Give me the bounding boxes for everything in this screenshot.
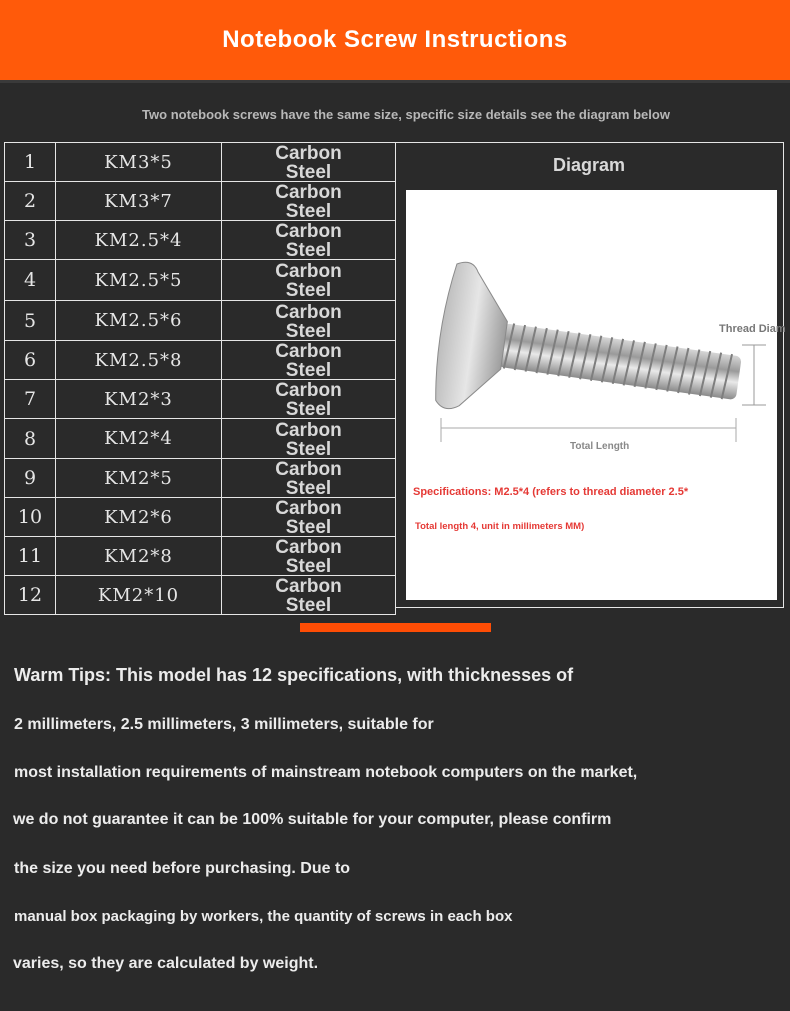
- material-text: Steel: [285, 478, 332, 499]
- material-text: Steel: [285, 280, 332, 301]
- row-number: 4: [5, 260, 56, 301]
- row-number: 12: [5, 576, 56, 615]
- tip-line-3: most installation requirements of mainstream notebook computers on the market,: [14, 764, 638, 781]
- table-row: [5, 182, 396, 221]
- model-code: KM2.5*5: [56, 260, 222, 301]
- material-text: Carbon: [275, 143, 342, 164]
- material-text: Steel: [285, 201, 332, 222]
- row-number: 10: [5, 498, 56, 537]
- material-cell: [222, 143, 396, 182]
- material-cell: [222, 498, 396, 537]
- material-cell: [222, 537, 396, 576]
- row-number: 9: [5, 459, 56, 498]
- material-text: Carbon: [275, 182, 342, 203]
- material-text: Carbon: [275, 261, 342, 282]
- tip-line-4: we do not guarantee it can be 100% suitable for your computer, please confirm: [13, 811, 612, 828]
- tip-line-7: varies, so they are calculated by weight.: [13, 955, 319, 972]
- material-text: Steel: [285, 399, 332, 420]
- table-row: [5, 459, 396, 498]
- material-cell: [222, 341, 396, 380]
- model-code: KM2*10: [56, 576, 222, 615]
- screw-diagram-image: [406, 190, 786, 600]
- material-text: Steel: [285, 595, 332, 616]
- material-text: Steel: [285, 240, 332, 261]
- table-row: [5, 143, 396, 182]
- row-number: 5: [5, 301, 56, 341]
- row-number: 2: [5, 182, 56, 221]
- section-divider-bar: [300, 623, 491, 632]
- model-code: KM2.5*8: [56, 341, 222, 380]
- material-text: Steel: [285, 438, 332, 460]
- material-text: Carbon: [275, 380, 342, 401]
- material-cell: [222, 260, 396, 301]
- tip-line-5: the size you need before purchasing. Due to: [14, 860, 351, 877]
- table-row: [5, 301, 396, 341]
- diagram-title: Diagram: [552, 155, 626, 175]
- material-text: Carbon: [275, 459, 342, 480]
- material-text: Carbon: [275, 221, 342, 242]
- table-row: [5, 537, 396, 576]
- material-text: Steel: [285, 360, 332, 381]
- material-text: Steel: [285, 556, 332, 577]
- material-cell: [222, 419, 396, 459]
- material-text: Steel: [285, 517, 332, 538]
- model-code: KM2*8: [56, 537, 222, 576]
- material-cell: [222, 182, 396, 221]
- material-text: Carbon: [275, 301, 342, 323]
- page-title: Notebook Screw Instructions: [222, 26, 568, 53]
- header-banner: [0, 0, 790, 80]
- model-code: KM2.5*4: [56, 221, 222, 260]
- subtitle: Two notebook screws have the same size, specific size details see the diagram below: [142, 107, 670, 122]
- row-number: 8: [5, 419, 56, 459]
- table-row: [5, 341, 396, 380]
- material-cell: [222, 380, 396, 419]
- material-text: Steel: [285, 162, 332, 183]
- model-code: KM2*6: [56, 498, 222, 537]
- row-number: 6: [5, 341, 56, 380]
- row-number: 3: [5, 221, 56, 260]
- material-text: Carbon: [275, 576, 342, 597]
- tip-line-1: Warm Tips: This model has 12 specifications, with thicknesses of: [14, 665, 574, 685]
- model-code: KM3*7: [56, 182, 222, 221]
- spec-text-line1: Specifications: M2.5*4 (refers to thread diameter 2.5*: [413, 486, 689, 498]
- model-code: KM2.5*6: [56, 301, 222, 341]
- thread-diameter-label: Thread Diam: [719, 323, 786, 335]
- table-row: [5, 221, 396, 260]
- table-row: [5, 498, 396, 537]
- total-length-label: Total Length: [570, 441, 630, 452]
- table-row: [5, 576, 396, 615]
- diagram-panel: [395, 142, 784, 608]
- table-row: [5, 419, 396, 459]
- model-code: KM2*3: [56, 380, 222, 419]
- table-row: [5, 380, 396, 419]
- material-text: Carbon: [275, 537, 342, 558]
- material-text: Carbon: [275, 498, 342, 519]
- material-text: Carbon: [275, 341, 342, 362]
- header-divider: [0, 80, 790, 83]
- material-cell: [222, 576, 396, 615]
- screw-illustration: [406, 190, 777, 600]
- tip-line-6: manual box packaging by workers, the quantity of screws in each box: [14, 908, 513, 925]
- material-cell: [222, 301, 396, 341]
- tip-line-2: 2 millimeters, 2.5 millimeters, 3 millimeters, suitable for: [14, 716, 434, 733]
- spec-text-line2: Total length 4, unit in millimeters MM): [415, 521, 585, 532]
- row-number: 7: [5, 380, 56, 419]
- spec-table: [4, 142, 396, 615]
- model-code: KM2*5: [56, 459, 222, 498]
- table-row: [5, 260, 396, 301]
- material-text: Carbon: [275, 419, 342, 441]
- material-cell: [222, 221, 396, 260]
- material-text: Steel: [285, 320, 332, 342]
- row-number: 1: [5, 143, 56, 182]
- model-code: KM2*4: [56, 419, 222, 459]
- row-number: 11: [5, 537, 56, 576]
- material-cell: [222, 459, 396, 498]
- model-code: KM3*5: [56, 143, 222, 182]
